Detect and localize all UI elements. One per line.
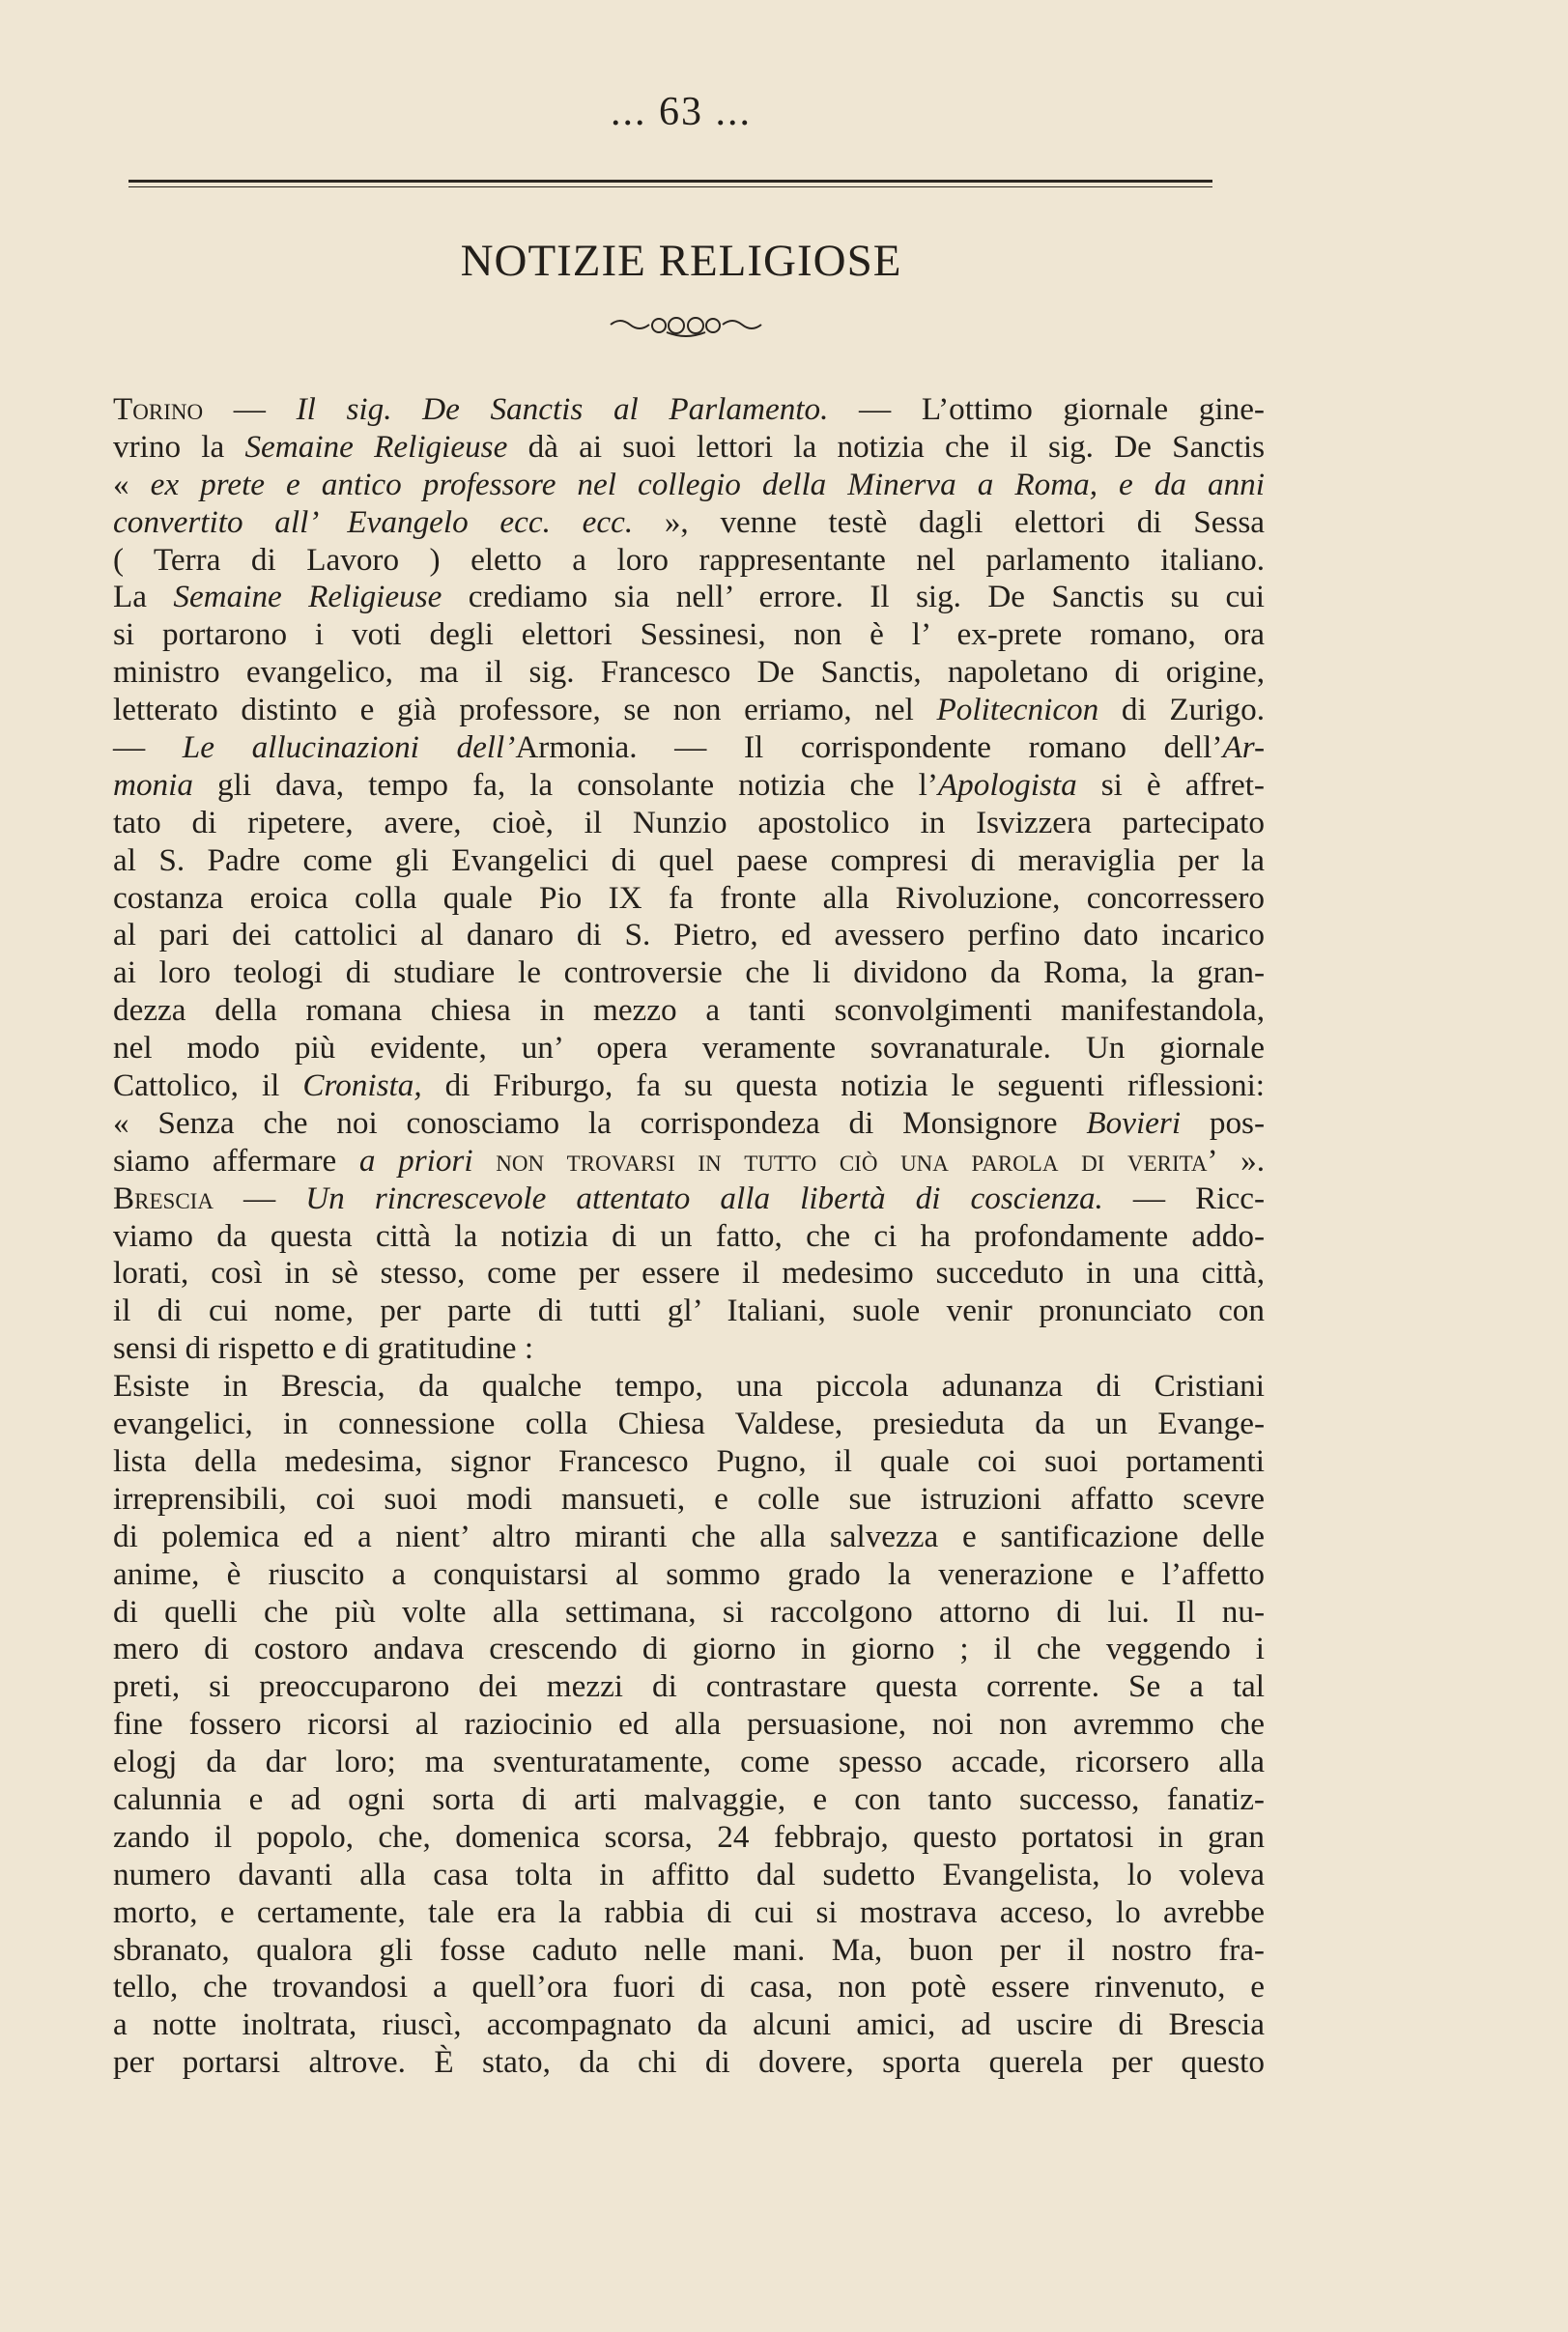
text-segment: per portarsi altrove. È stato, da chi di dovere, sporta querela per questo [113,2044,1265,2081]
text-segment [473,1143,497,1179]
text-segment: di polemica ed a nient’ altro miranti che alla salvezza e santificazione delle [113,1518,1265,1554]
text-line [113,1894,1265,1932]
text-segment: La [113,579,174,615]
text-line [113,429,1265,467]
text-segment: ministro evangelico, ma il sig. Francesco De Sanctis, napoletano di origine, [113,654,1265,691]
text-line [113,954,1265,992]
text-segment: ai loro teologi di studiare le controversie che li dividono da Roma, la gran- [113,954,1265,991]
text-segment: di Friburgo, fa su questa notizia le seguenti riflessioni: [421,1067,1266,1104]
text-segment: ( Terra di Lavoro ) eletto a loro rappresentante nel parlamento italiano. [113,541,1265,578]
text-line [113,1293,1265,1330]
text-line [113,992,1265,1030]
text-segment: Esiste in Brescia, da qualche tempo, una piccola adunanza di Cristiani [113,1368,1265,1405]
text-segment: monia [113,766,193,803]
text-line [113,1180,1265,1218]
text-line [113,1857,1265,1894]
text-line [113,654,1265,692]
text-segment: al pari dei cattolici al danaro di S. Pietro, ed avessero perfino dato incarico [113,917,1265,953]
text-segment: anime, è riuscito a conquistarsi al sommo grado la venerazione e l’affetto [113,1555,1265,1592]
text-segment: lorati, così in sè stesso, come per essere il medesimo succeduto in una città, [113,1255,1265,1292]
text-segment: elogj da dar loro; ma sventuratamente, come spesso accade, ricorsero alla [113,1744,1265,1780]
text-segment: Il sig. De Sanctis al Parlamento. [296,391,829,427]
text-line [113,1781,1265,1819]
text-segment: si è affret- [1076,766,1265,803]
text-line [113,504,1265,542]
text-segment: Cronista, [302,1067,422,1104]
header-rule [128,180,1212,183]
text-line [113,542,1265,580]
text-segment: lista della medesima, signor Francesco Pugno, il quale coi suoi portamenti [113,1442,1265,1479]
text-segment: Semaine Religieuse [244,428,508,465]
text-segment: vrino la [113,428,245,465]
text-segment: al S. Padre come gli Evangelici di quel paese compresi di meraviglia per la [113,841,1265,878]
text-line [113,616,1265,654]
text-segment: Cattolico, il [113,1067,303,1104]
text-segment: viamo da questa città la notizia di un fatto, che ci ha profondamente addo- [113,1217,1265,1254]
text-segment: — [203,391,297,427]
text-segment: « Senza che noi conosciamo la corrispondeza di Monsignore [113,1104,1087,1141]
text-line [113,692,1265,729]
text-line [113,1594,1265,1632]
text-line [113,1556,1265,1594]
text-line [113,805,1265,842]
text-line [113,1744,1265,1781]
text-line [113,579,1265,616]
text-segment: », venne testè dagli elettori di Sessa [633,503,1265,540]
page-number: ... 63 ... [611,90,752,134]
text-segment: — [213,1180,306,1216]
text-segment: a notte inoltrata, riuscì, accompagnato da alcuni amici, ad uscire di Brescia [113,2006,1265,2043]
text-segment: Un rincrescevole attentato alla libertà di coscienza. [305,1180,1103,1216]
text-line [113,1105,1265,1143]
text-segment: calunnia e ad ogni sorta di arti malvaggie, e con tanto successo, fanatiz- [113,1780,1265,1817]
text-segment: mero di costoro andava crescendo di giorno in giorno ; il che veggendo i [113,1631,1265,1667]
text-segment: — L’ottimo giornale gine- [828,391,1265,427]
text-segment: Semaine Religieuse [173,579,442,615]
text-segment: morto, e certamente, tale era la rabbia di cui si mostrava acceso, lo avrebbe [113,1893,1265,1930]
text-segment: si portarono i voti degli elettori Sessinesi, non è l’ ex-prete romano, ora [113,616,1265,653]
text-line [113,1631,1265,1668]
text-segment: evangelici, in connessione colla Chiesa Valdese, presieduta da un Evange- [113,1406,1265,1442]
text-line [113,391,1265,429]
text-line [113,1443,1265,1481]
text-segment: ex prete e antico professore nel collegio della Minerva a Roma, e da anni [150,466,1266,502]
text-segment: siamo affermare [113,1142,359,1179]
text-line [113,1519,1265,1556]
text-segment: costanza eroica colla quale Pio IX fa fronte alla Rivoluzione, concorressero [113,879,1265,916]
text-segment: ». [1217,1142,1266,1179]
text-line [113,1481,1265,1519]
text-segment: tello, che trovandosi a quell’ora fuori di casa, non potè essere rinvenuto, e [113,1969,1265,2005]
text-segment: Ar- [1222,729,1266,766]
text-segment: il di cui nome, per parte di tutti gl’ Italiani, suole venir pronunciato con [113,1293,1265,1329]
text-segment: Torino [113,391,204,427]
text-line [113,1368,1265,1406]
text-segment: pos- [1181,1104,1266,1141]
text-line [113,1819,1265,1857]
text-line [113,1218,1265,1256]
text-segment: « [113,466,151,502]
text-segment: Le allucinazioni dell’ [182,729,516,766]
text-line [113,1067,1265,1105]
text-segment: — [113,729,183,766]
text-segment: crediamo sia nell’ errore. Il sig. De Sanctis su cui [442,579,1265,615]
text-segment: di Zurigo. [1098,692,1266,728]
article-body [113,391,1265,2082]
text-line [113,1030,1265,1067]
text-line [113,729,1265,767]
text-line [113,1143,1265,1180]
text-line [113,1969,1265,2006]
text-segment: preti, si preoccuparono dei mezzi di contrastare questa corrente. Se a tal [113,1668,1265,1705]
text-segment: sbranato, qualora gli fosse caduto nelle mani. Ma, buon per il nostro fra- [113,1931,1265,1968]
text-segment: irreprensibili, coi suoi modi mansueti, e colle sue istruzioni affatto scevre [113,1480,1265,1517]
text-segment: a priori [358,1142,473,1179]
text-segment: Armonia. — Il corrispondente romano dell’ [515,729,1223,766]
text-segment: numero davanti alla casa tolta in affitto dal sudetto Evangelista, lo voleva [113,1856,1265,1892]
text-segment: dà ai suoi lettori la notizia che il sig. De Sanctis [507,428,1265,465]
text-line [113,1668,1265,1706]
text-segment: Politecnicon [936,692,1099,728]
text-line [113,2006,1265,2044]
fleuron-ornament-icon [609,311,763,340]
text-line [113,917,1265,954]
text-segment: gli dava, tempo fa, la consolante notizia che l’ [192,766,938,803]
text-segment: tato di ripetere, avere, cioè, il Nunzio apostolico in Isvizzera partecipato [113,804,1265,840]
text-line [113,767,1265,805]
text-segment: nel modo più evidente, un’ opera veramente sovranaturale. Un giornale [113,1030,1265,1066]
section-title: NOTIZIE RELIGIOSE [460,236,902,286]
text-line [113,880,1265,918]
text-segment: letterato distinto e già professore, se non erriamo, nel [113,692,937,728]
text-line [113,1706,1265,1744]
text-segment: dezza della romana chiesa in mezzo a tanti sconvolgimenti manifestandola, [113,992,1265,1029]
text-line [113,467,1265,504]
text-line [113,1406,1265,1443]
text-line [113,1932,1265,1970]
text-line [113,1255,1265,1293]
text-line [113,2044,1265,2082]
text-segment: zando il popolo, che, domenica scorsa, 24 febbrajo, questo portatosi in gran [113,1818,1265,1855]
text-segment: sensi di rispetto e di gratitudine : [113,1330,534,1367]
text-line [113,1330,1265,1368]
header-rule-thin [128,186,1212,187]
text-segment: — Ricc- [1102,1180,1265,1216]
text-segment: convertito all’ Evangelo ecc. ecc. [113,503,634,540]
text-segment: di quelli che più volte alla settimana, si raccolgono attorno di lui. Il nu- [113,1593,1265,1630]
text-segment: Brescia [113,1180,214,1216]
text-line [113,842,1265,880]
text-segment: fine fossero ricorsi al raziocinio ed alla persuasione, noi non avremmo che [113,1706,1265,1743]
text-segment: Apologista [937,766,1077,803]
text-segment: Bovieri [1086,1104,1182,1141]
text-segment: non trovarsi in tutto ciò una parola di verita’ [496,1142,1218,1179]
